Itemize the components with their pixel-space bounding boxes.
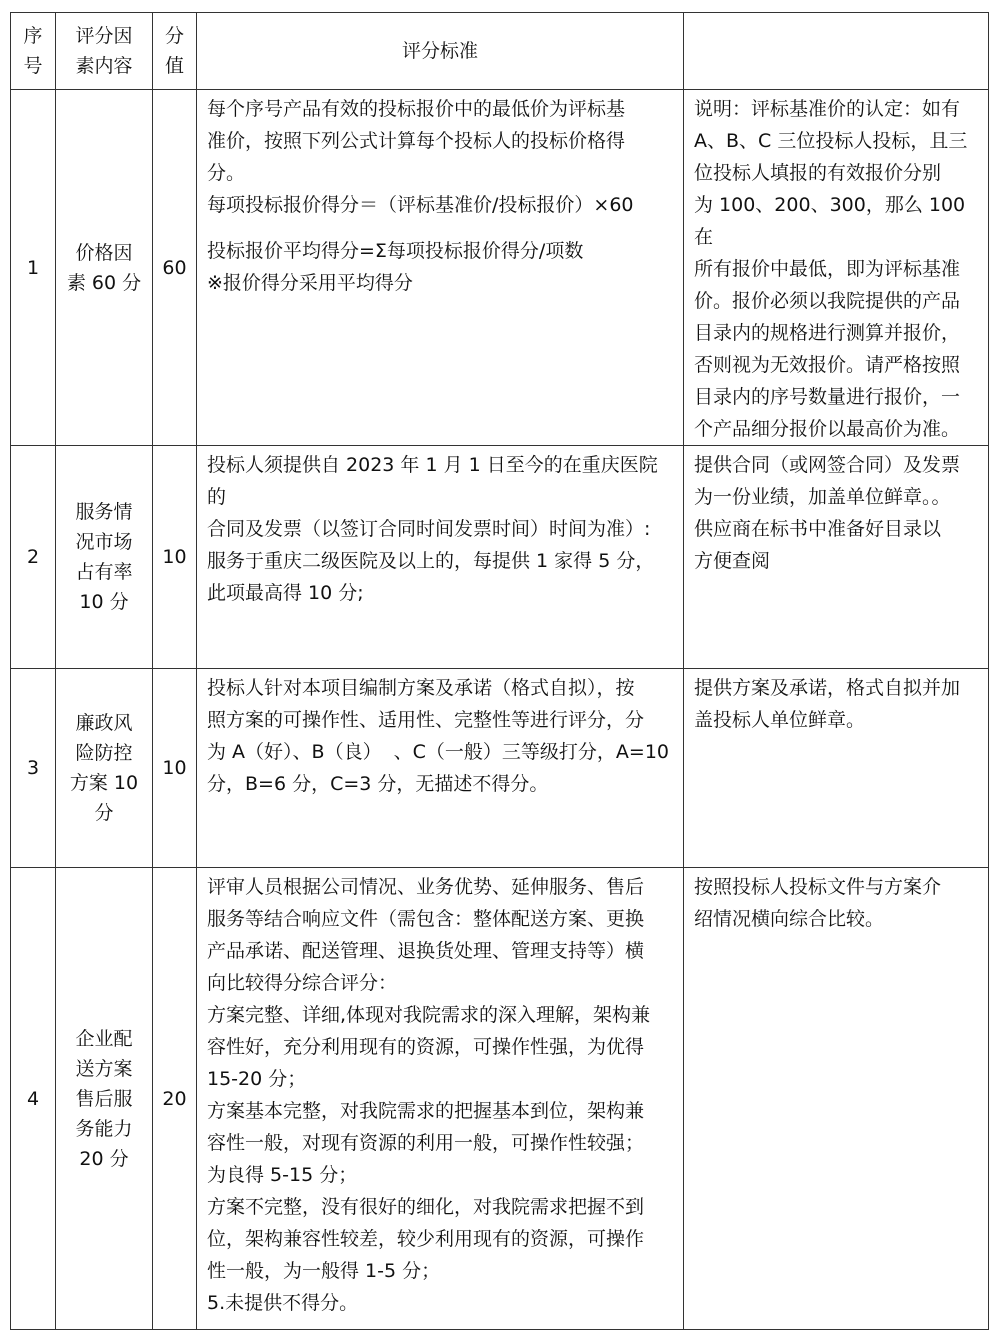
remark-line: A、B、C 三位投标人投标，且三	[694, 130, 968, 152]
formula-line: 每项投标报价得分＝（评标基准价/投标报价）×60	[207, 194, 634, 216]
factor-cell: 廉政风 险防控 方案 10 分	[56, 669, 153, 868]
criteria-line: 评审人员根据公司情况、业务优势、延伸服务、售后	[207, 876, 645, 898]
criteria-line: 向比较得分综合评分：	[207, 972, 398, 994]
criteria-line: 方案基本完整，对我院需求的把握基本到位，架构兼	[207, 1100, 645, 1122]
table-row	[11, 446, 989, 669]
criteria-line: 为良得 5-15 分；	[207, 1164, 358, 1186]
remark-cell	[684, 669, 989, 868]
criteria-line: 服务于重庆二级医院及以上的，每提供 1 家得 5 分，	[207, 550, 655, 572]
remark-line: 目录内的规格进行测算并报价，	[694, 322, 961, 344]
criteria-cell	[197, 90, 684, 446]
remark-line: 盖投标人单位鲜章。	[694, 709, 866, 731]
criteria-line: 合同及发票（以签订合同时间发票时间）时间为准）:	[207, 518, 651, 540]
factor-cell: 企业配 送方案 售后服 务能力 20 分	[56, 868, 153, 1330]
score-cell: 60	[153, 90, 197, 446]
row-number: 2	[11, 446, 56, 669]
criteria-line: 投标人针对本项目编制方案及承诺（格式自拟），按	[207, 677, 635, 699]
header-serial-number: 序 号	[11, 13, 56, 90]
score-cell: 10	[153, 446, 197, 669]
criteria-line: 准价，按照下列公式计算每个投标人的投标价格得	[207, 130, 626, 152]
remark-line: 否则视为无效报价。请严格按照	[694, 354, 961, 376]
criteria-cell	[197, 669, 684, 868]
criteria-line: 容性一般，对现有资源的利用一般，可操作性较强；	[207, 1132, 645, 1154]
criteria-line: 投标人须提供自 2023 年 1 月 1 日至今的在重庆医院的	[207, 454, 658, 508]
factor-cell: 价格因 素 60 分	[56, 90, 153, 446]
row-number: 1	[11, 90, 56, 446]
remark-cell	[684, 446, 989, 669]
criteria-cell	[197, 868, 684, 1330]
remark-line: 按照投标人投标文件与方案介	[694, 876, 942, 898]
criteria-line: 容性好，充分利用现有的资源，可操作性强，为优得	[207, 1036, 645, 1058]
header-remark	[684, 13, 989, 90]
criteria-line: 性一般，为一般得 1-5 分；	[207, 1260, 441, 1282]
criteria-line: 5.未提供不得分。	[207, 1292, 359, 1314]
criteria-line: 位，架构兼容性较差，较少利用现有的资源，可操作	[207, 1228, 645, 1250]
criteria-line: 每个序号产品有效的投标报价中的最低价为评标基	[207, 98, 626, 120]
remark-line: 个产品细分报价以最高价为准。	[694, 418, 961, 440]
remark-line: 为 100、200、300，那么 100 在	[694, 194, 972, 248]
remark-line: 价。报价必须以我院提供的产品	[694, 290, 961, 312]
table-row	[11, 868, 989, 1330]
header-row	[11, 13, 989, 90]
remark-cell	[684, 868, 989, 1330]
remark-line: 为一份业绩，加盖单位鲜章。。	[694, 486, 951, 508]
criteria-line: 为 A（好）、B（良） 、C（一般）三等级打分，A=10	[207, 741, 670, 763]
criteria-line: 服务等结合响应文件（需包含：整体配送方案、更换	[207, 908, 645, 930]
table-row	[11, 669, 989, 868]
table-row	[11, 90, 989, 446]
criteria-line: 15-20 分；	[207, 1068, 307, 1090]
formula-line: 投标报价平均得分=Σ每项投标报价得分/项数	[207, 240, 584, 262]
remark-line: 说明：评标基准价的认定：如有	[694, 98, 961, 120]
remark-line: 绍情况横向综合比较。	[694, 908, 885, 930]
remark-line: 提供方案及承诺，格式自拟并加	[694, 677, 961, 699]
row-number: 3	[11, 669, 56, 868]
row-number: 4	[11, 868, 56, 1330]
remark-line: 所有报价中最低，即为评标基准	[694, 258, 961, 280]
criteria-line: 产品承诺、配送管理、退换货处理、管理支持等）横	[207, 940, 645, 962]
criteria-line: 照方案的可操作性、适用性、完整性等进行评分，分	[207, 709, 645, 731]
header-factor: 评分因 素内容	[56, 13, 153, 90]
remark-cell	[684, 90, 989, 446]
remark-line: 提供合同（或网签合同）及发票	[694, 454, 961, 476]
remark-line: 供应商在标书中准备好目录以	[694, 518, 942, 540]
remark-line: 目录内的序号数量进行报价，一	[694, 386, 961, 408]
criteria-line: 分。	[207, 162, 246, 184]
scoring-criteria-table	[10, 12, 989, 1330]
remark-line: 方便查阅	[694, 550, 771, 572]
criteria-line: 此项最高得 10 分;	[207, 582, 364, 604]
criteria-line: ※报价得分采用平均得分	[207, 272, 413, 294]
header-score: 分 值	[153, 13, 197, 90]
criteria-cell	[197, 446, 684, 669]
criteria-line: 方案不完整，没有很好的细化，对我院需求把握不到	[207, 1196, 645, 1218]
criteria-line: 分，B=6 分，C=3 分，无描述不得分。	[207, 773, 549, 795]
factor-cell: 服务情 况市场 占有率 10 分	[56, 446, 153, 669]
remark-line: 位投标人填报的有效报价分别	[694, 162, 942, 184]
criteria-line: 方案完整、详细,体现对我院需求的深入理解，架构兼	[207, 1004, 651, 1026]
score-cell: 20	[153, 868, 197, 1330]
header-criteria: 评分标准	[197, 13, 684, 90]
score-cell: 10	[153, 669, 197, 868]
